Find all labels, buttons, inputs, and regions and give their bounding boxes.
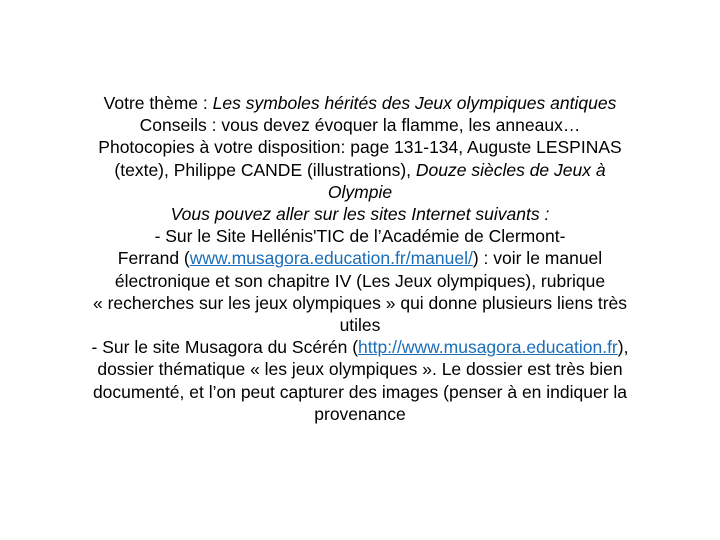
site1-after-link: ) : voir le manuel	[472, 248, 603, 269]
manuel-link[interactable]: www.musagora.education.fr/manuel/	[189, 248, 473, 269]
site2-line-4: provenance	[314, 403, 406, 424]
book-title-continued: Olympie	[327, 181, 393, 202]
advice-line: Conseils : vous devez évoquer la flamme, les anneaux…	[139, 115, 581, 136]
site1-line-5: utiles	[339, 315, 381, 336]
site2-line-3: documenté, et l’on peut capturer des images (penser à en indiquer la	[92, 381, 628, 402]
sites-intro: Vous pouvez aller sur les sites Internet suivants :	[170, 204, 550, 225]
photocopies-line-1: Photocopies à votre disposition: page 131-134, Auguste LESPINAS	[98, 137, 622, 158]
photocopies-line-2	[30, 159, 690, 181]
site2-after-link: ),	[617, 337, 629, 358]
slide-text-block	[30, 92, 690, 425]
site1-before-link: Ferrand (	[117, 248, 190, 269]
photocopies-credits: (texte), Philippe CANDE (illustrations),	[114, 159, 416, 180]
site2-before-link: - Sur le site Musagora du Scérén (	[91, 337, 359, 358]
theme-title: Les symboles hérités des Jeux olympiques antiques	[212, 93, 617, 113]
theme-line	[30, 92, 690, 114]
site1-line-2	[30, 247, 690, 269]
site2-line-1	[30, 336, 690, 358]
site1-line-4: « recherches sur les jeux olympiques » qui donne plusieurs liens très	[92, 292, 628, 313]
theme-prefix: Votre thème :	[103, 93, 213, 113]
book-title: Douze siècles de Jeux à	[415, 159, 606, 180]
site1-line-3: électronique et son chapitre IV (Les Jeux olympiques), rubrique	[114, 270, 606, 291]
musagora-link[interactable]: http://www.musagora.education.fr	[358, 337, 618, 358]
site1-line-1: - Sur le Site Hellénis'TIC de l’Académie de Clermont-	[154, 226, 566, 247]
site2-line-2: dossier thématique « les jeux olympiques ». Le dossier est très bien	[97, 359, 623, 380]
